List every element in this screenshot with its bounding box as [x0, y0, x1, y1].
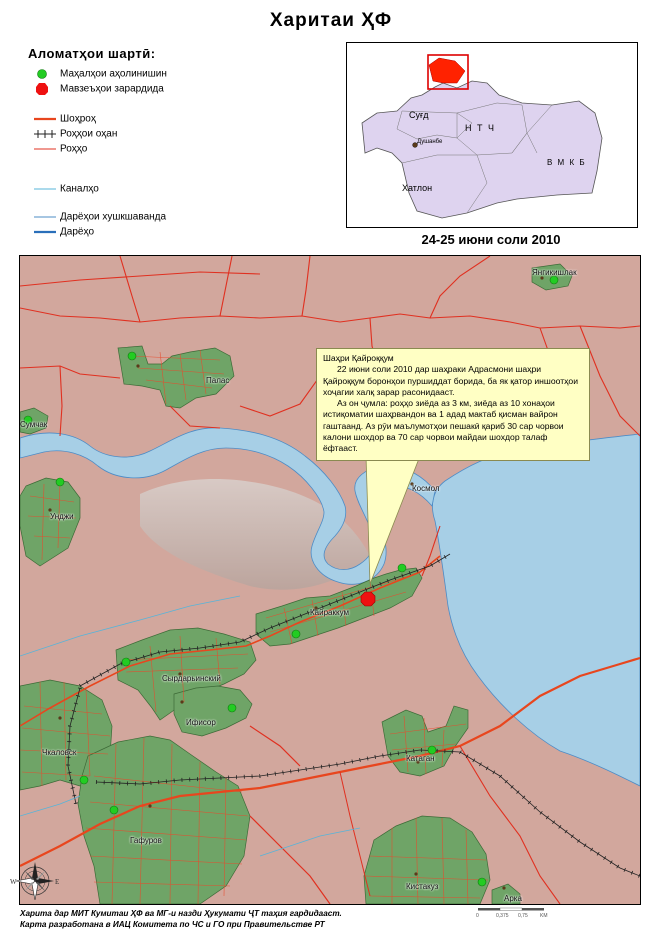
place-label-undzhi: Унджи — [50, 512, 74, 521]
legend-label: Роҳҳо — [60, 143, 88, 155]
place-label-katagan: Катаган — [406, 754, 435, 763]
legend-item-highway — [34, 112, 96, 126]
settlement-dot-chkalovsk[interactable] — [80, 776, 88, 784]
place-label-kistakuz: Кистакуз — [406, 882, 439, 891]
legend-item-railway — [34, 127, 117, 141]
place-label-gafurov: Гафуров — [130, 836, 162, 845]
settlement-dot-kairakkum[interactable] — [292, 630, 300, 638]
damaged-site-kairakkum[interactable] — [361, 592, 375, 606]
legend-item-canal — [34, 182, 99, 196]
scale-label: 0 — [476, 913, 479, 919]
place-label-syrdarinsky: Сырдарьинский — [162, 674, 221, 683]
inset-map — [346, 42, 638, 228]
region-label-dushanbe: Душанбе — [417, 139, 443, 145]
legend-item-dry-river — [34, 210, 166, 224]
settlement-dot-undzhi[interactable] — [56, 478, 64, 486]
settlement-dot-katagan[interactable] — [428, 746, 436, 754]
callout-paragraph-1: 22 июни соли 2010 дар шаҳраки Адрасмони шаҳри Қайроққум боронҳои пуршиддат борида, ба як қатор иншоотҳои хоҷагии халқ зарар расонидааст. — [323, 364, 579, 397]
legend-item-road — [34, 142, 87, 156]
settlement-dot-syrdarinsky[interactable] — [122, 658, 130, 666]
credits-line-2: Карта разработана в ИАЦ Комитета по ЧС и ГО при Правительстве РТ — [20, 920, 325, 929]
legend-label: Роҳҳои оҳан — [60, 128, 118, 140]
place-label-palas: Палас — [206, 376, 230, 385]
credits-line-1: Харита дар МИТ Кумитаи ҲФ ва МГ-и назди Ҳукумати ҶТ таҳия гардидааст. — [20, 909, 342, 918]
legend-item-damaged — [34, 82, 164, 96]
scale-label: 0,75 — [518, 913, 528, 919]
place-label-ifisor: Ифисор — [186, 718, 216, 727]
region-label-ntch: Н Т Ч — [465, 123, 496, 133]
place-label-sumchak: Сумчак — [20, 420, 48, 429]
place-label-arka: Арка — [504, 894, 522, 903]
inset-svg — [347, 43, 637, 227]
credits — [20, 908, 342, 930]
legend-label: Дарёҳо — [60, 226, 95, 238]
settlement-dot-gafurov[interactable] — [110, 806, 118, 814]
place-label-kosmol: Космол — [412, 484, 440, 493]
settlement-dot-palas[interactable] — [128, 352, 136, 360]
compass-icon — [10, 858, 60, 904]
legend-label: Маҳалҳои аҳолинишин — [60, 68, 167, 80]
compass-rose — [10, 858, 60, 904]
scale-bar — [476, 906, 566, 920]
region-label-vmkb: В М К Б — [547, 158, 587, 167]
map-title: Харитаи ҲФ — [269, 10, 393, 31]
region-label-khatlon: Хатлон — [402, 183, 433, 193]
compass-w-label: W — [10, 878, 17, 886]
place-label-yangikishlak: Янгикишлак — [532, 268, 577, 277]
legend-label: Каналҳо — [60, 183, 99, 195]
highlight-region — [429, 58, 465, 83]
region-label-sughd: Суғд — [409, 110, 429, 120]
legend — [28, 46, 328, 67]
legend-label: Шоҳроҳ — [60, 113, 96, 125]
scale-label: KM — [540, 913, 548, 919]
legend-item-settlement — [34, 67, 167, 81]
legend-title: Аломатҳои шартӣ: — [28, 46, 156, 61]
legend-label: Дарёҳои хушкшаванда — [60, 211, 167, 223]
legend-item-river — [34, 225, 94, 239]
place-label-kairakkum: Кайраккум — [310, 608, 349, 617]
compass-e-label: E — [55, 878, 60, 886]
legend-label: Мавзеъҳои зарардида — [60, 83, 164, 95]
scale-label: 0,375 — [496, 913, 509, 919]
settlement-dot-yangikishlak[interactable] — [550, 276, 558, 284]
place-label-chkalovsk: Чкаловск — [42, 748, 77, 757]
settlement-dot-kistakuz[interactable] — [478, 878, 486, 886]
tajikistan-outline — [362, 81, 602, 218]
settlement-dot-ifisor[interactable] — [228, 704, 236, 712]
main-map[interactable] — [19, 255, 641, 905]
callout-paragraph-2: Аз он ҷумла: роҳҳо зиёда аз 3 км, зиёда аз 10 хонаҳои истиқоматии шаҳрвандон ва 1 адад мактаб қисман вайрон гаштаанд. Аз рӯи маълумотҳои пешакӣ қариб 30 сар чорвои калони шохдор ва 70 сар чорвои майдаи шохдор талаф ёфтааст. — [323, 398, 564, 454]
settlement-dot-kosmol[interactable] — [398, 564, 406, 572]
callout-title: Шаҳри Қайроққум — [323, 353, 394, 363]
event-date: 24-25 июни соли 2010 — [421, 232, 561, 247]
event-callout — [316, 348, 590, 461]
